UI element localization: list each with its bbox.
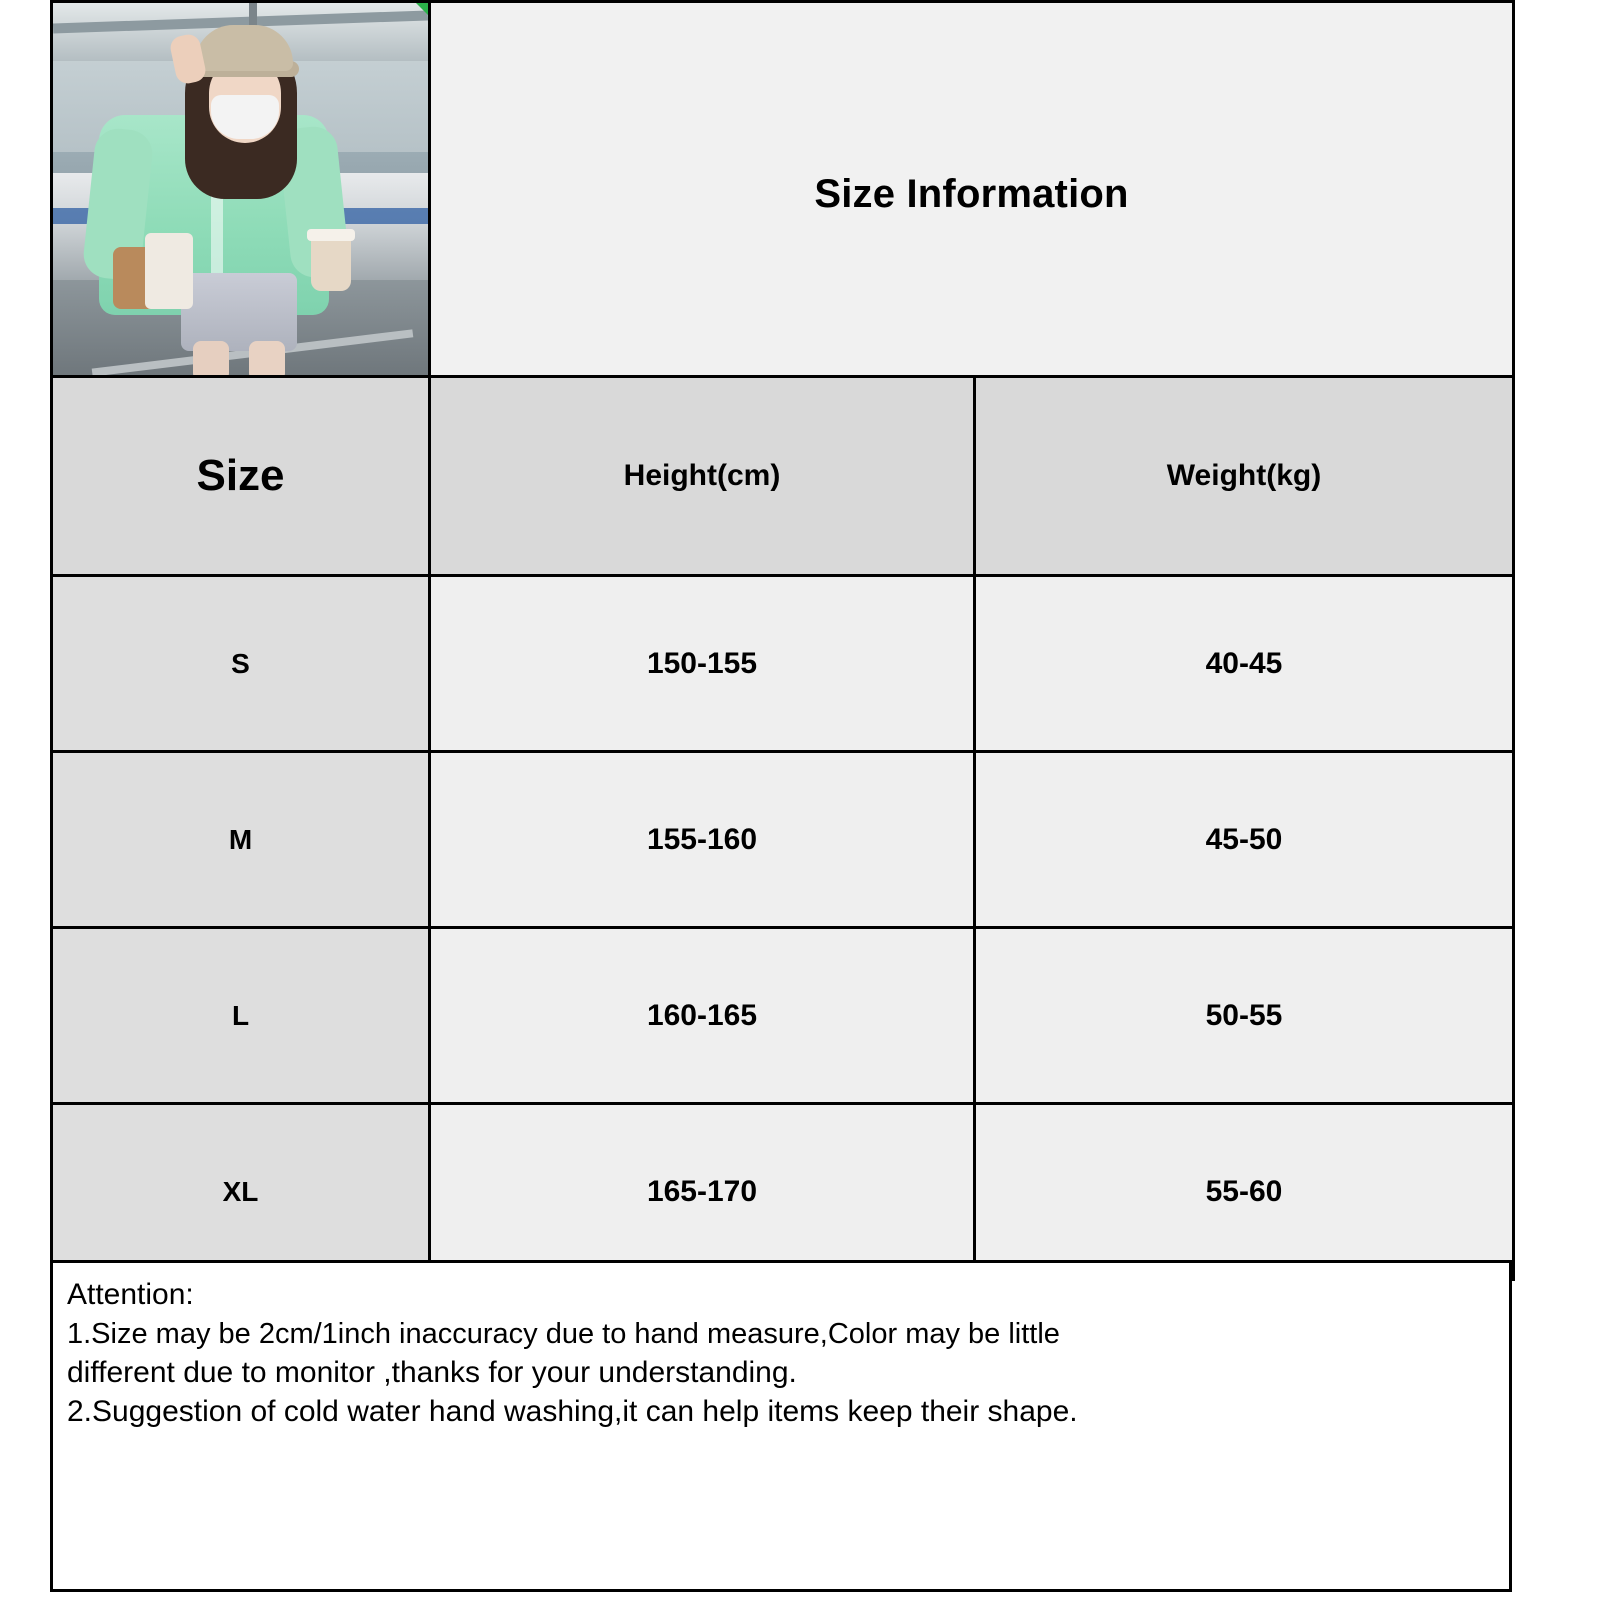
cell-height-xl: 165-170 xyxy=(430,1104,975,1280)
cell-size-m: M xyxy=(52,752,430,928)
size-information-table xyxy=(50,0,1515,1281)
photo-right-leg xyxy=(249,341,285,375)
table-row xyxy=(52,928,1514,1104)
attention-line-3: 2.Suggestion of cold water hand washing,it can help items keep their shape. xyxy=(67,1395,1078,1429)
product-photo-cell xyxy=(52,2,430,377)
table-row xyxy=(52,576,1514,752)
attention-line-2: different due to monitor ,thanks for your understanding. xyxy=(67,1355,797,1389)
column-header-height: Height(cm) xyxy=(430,377,975,576)
cell-height-m: 155-160 xyxy=(430,752,975,928)
table-header-row xyxy=(52,377,1514,576)
table-row xyxy=(52,752,1514,928)
table-row xyxy=(52,1104,1514,1280)
cell-size-l: L xyxy=(52,928,430,1104)
page-title: Size Information xyxy=(814,171,1129,216)
title-cell xyxy=(430,2,1514,377)
table-row-title xyxy=(52,2,1514,377)
cell-weight-s: 40-45 xyxy=(975,576,1514,752)
product-photo xyxy=(53,3,428,375)
cell-size-xl: XL xyxy=(52,1104,430,1280)
attention-line-1: 1.Size may be 2cm/1inch inaccuracy due to hand measure,Color may be little xyxy=(67,1317,1060,1350)
cell-weight-l: 50-55 xyxy=(975,928,1514,1104)
photo-drink-cup xyxy=(311,235,351,291)
cell-height-l: 160-165 xyxy=(430,928,975,1104)
column-header-weight: Weight(kg) xyxy=(975,377,1514,576)
column-header-size: Size xyxy=(52,377,430,576)
cell-size-s: S xyxy=(52,576,430,752)
attention-heading: Attention: xyxy=(67,1278,194,1311)
photo-shorts xyxy=(181,273,297,351)
cell-height-s: 150-155 xyxy=(430,576,975,752)
cell-weight-xl: 55-60 xyxy=(975,1104,1514,1280)
cell-weight-m: 45-50 xyxy=(975,752,1514,928)
photo-left-leg xyxy=(193,341,229,375)
photo-tote-bag xyxy=(145,233,193,309)
photo-face-mask xyxy=(211,95,279,139)
photo-drink-cup-lid xyxy=(307,229,355,241)
attention-block xyxy=(50,1260,1512,1592)
